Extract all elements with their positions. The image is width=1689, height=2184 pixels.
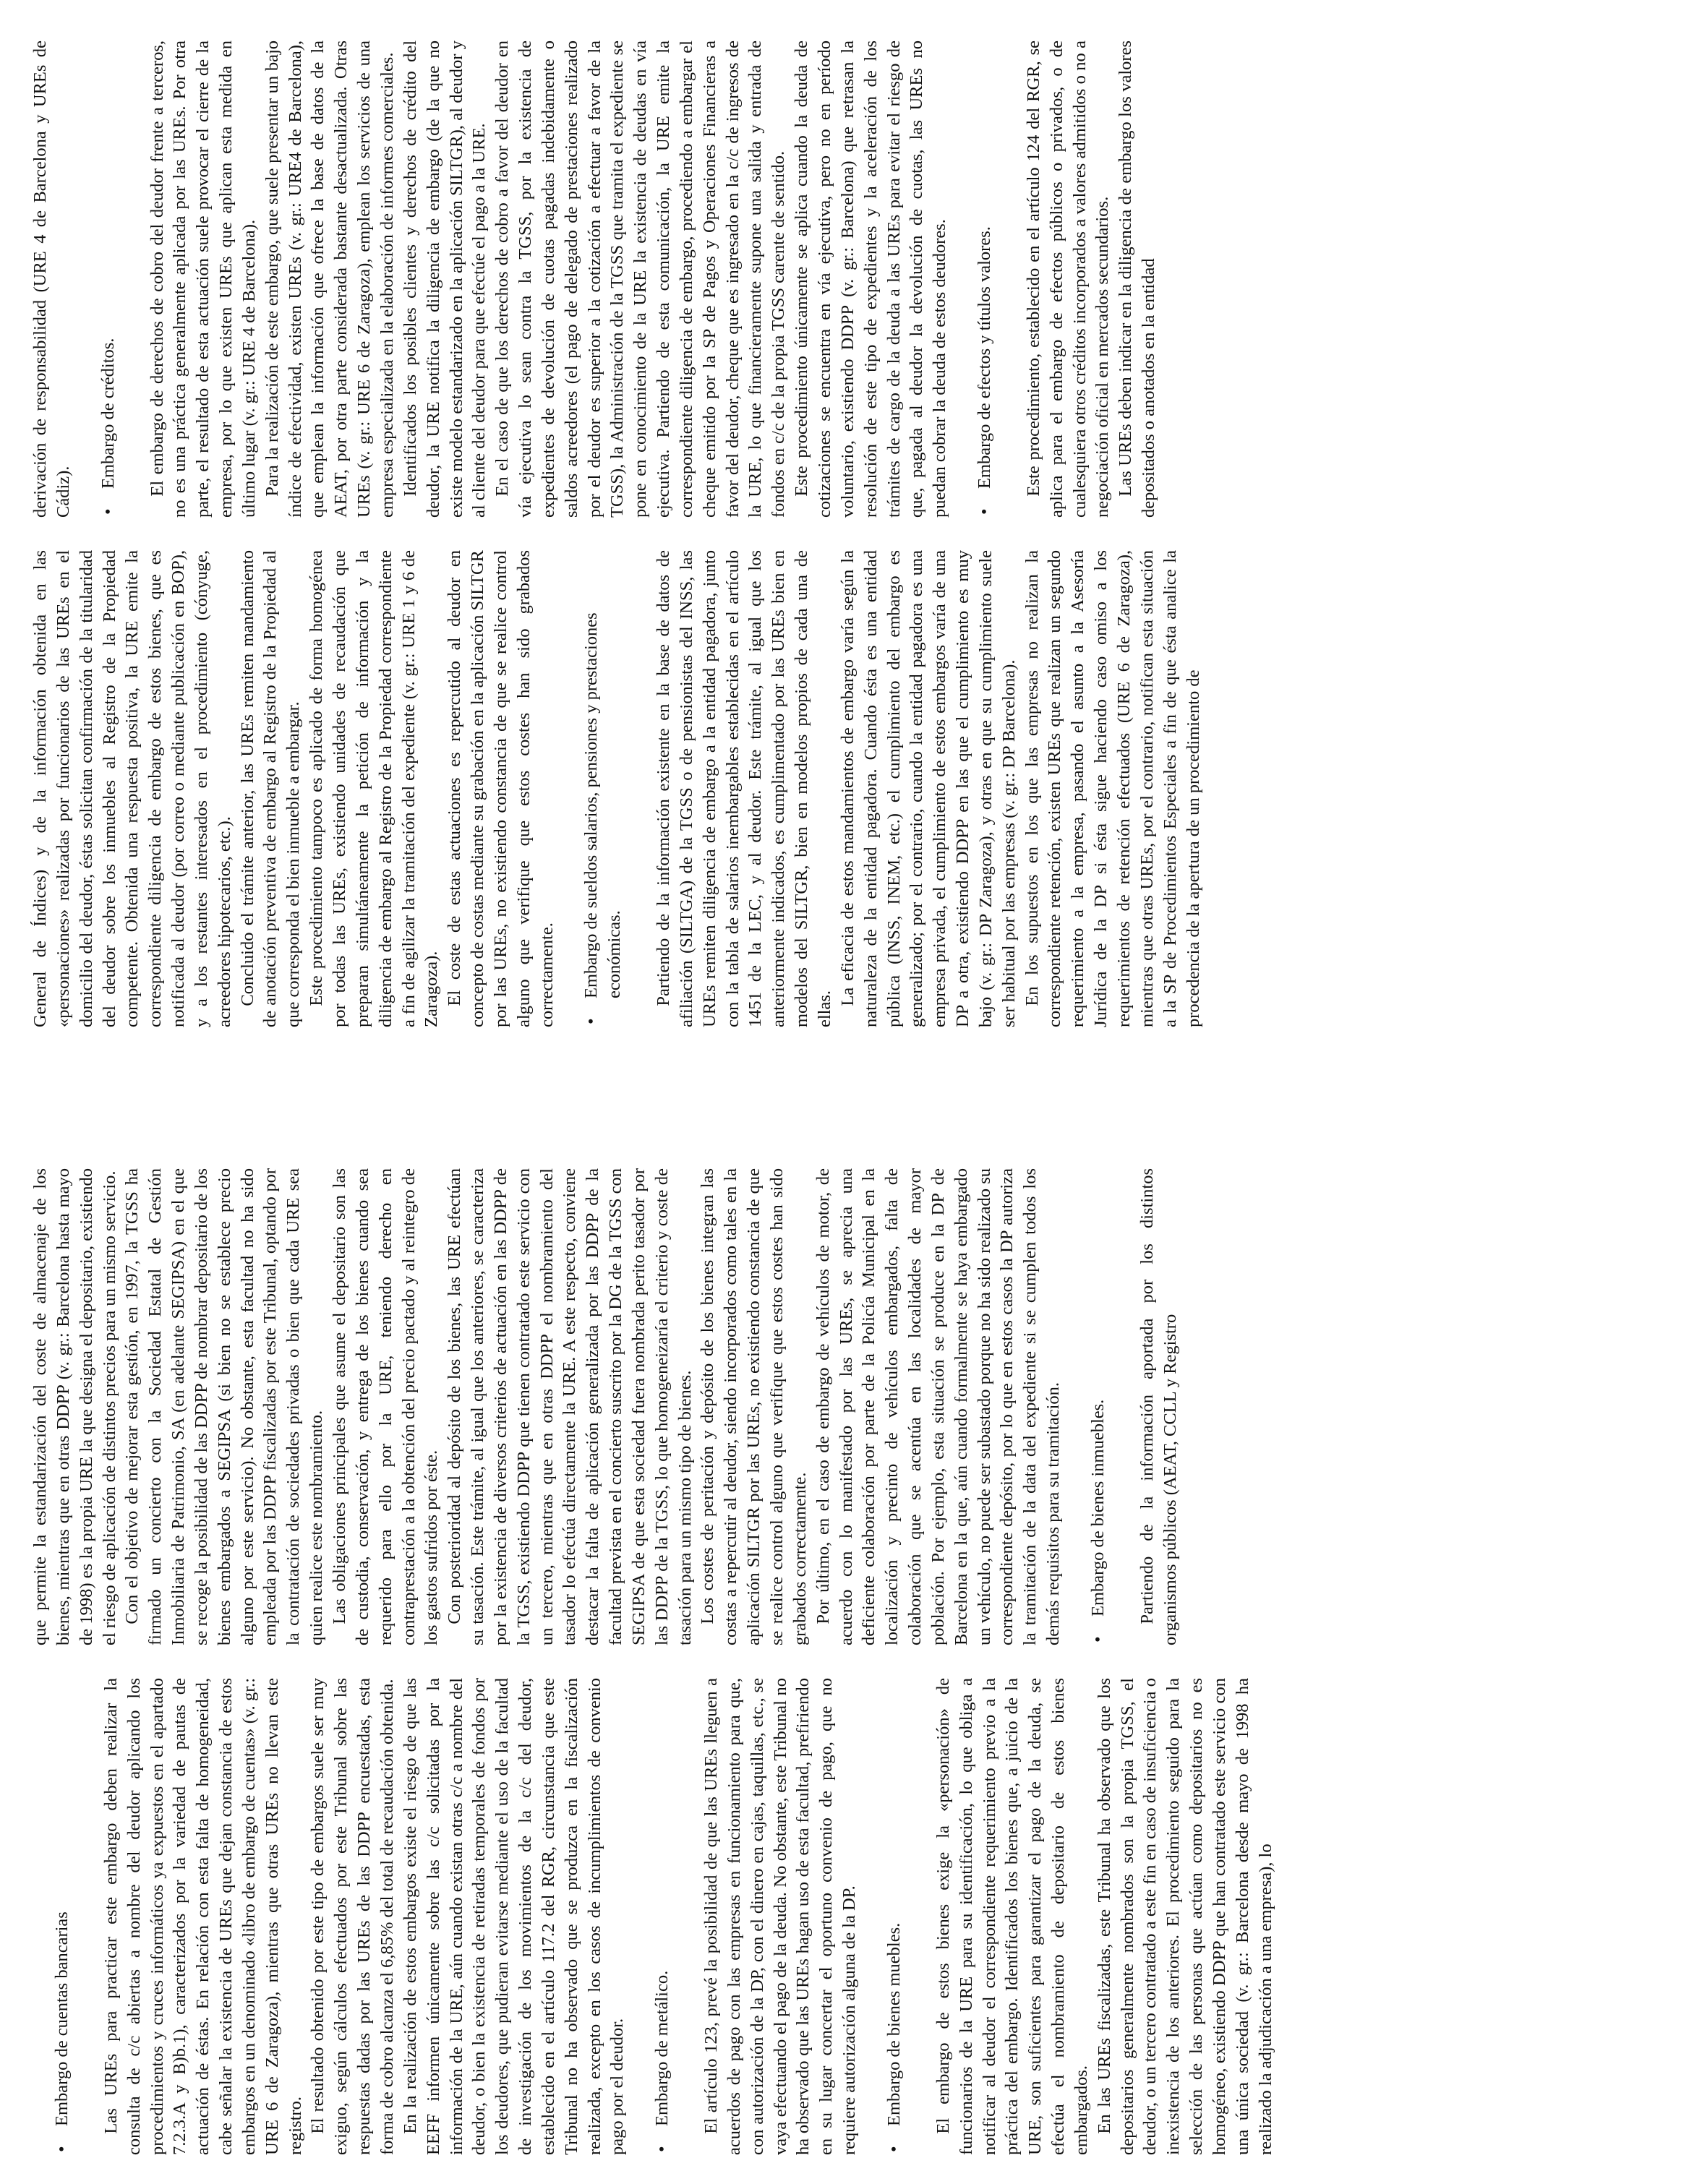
- bullet-icon: •: [52, 2146, 72, 2152]
- paragraph: El embargo de estos bienes exige la «personación» de funcionarios de la URE para su identificación, lo que obliga a notificar al deudor el correspondiente requerimiento previo a la práctica del embargo. Identificados los bienes que, a juicio de la URE, son suficientes para garantizar el pago de la deuda, se efectúa el nombramiento de depositario de estos bienes embargados.: [933, 1678, 1091, 2155]
- section-heading-text: Embargo de créditos.: [98, 338, 118, 489]
- bullet-icon: •: [1087, 1636, 1108, 1643]
- paragraph: Con posterioridad al depósito de los bienes, las URE efectúan su tasación. Este trámite, al igual que los anteriores, se caracteriza por la existencia de diversos criterios de actuación en las DDPP de la TGSS, existiendo DDPP que tienen contratado este servicio con un tercero, mientras que en otras DDPP el nombramiento del tasador lo efectúa directamente la URE. A este respecto, conviene destacar la falta de aplicación generalizada por las DDPP de la facultad prevista en el concierto suscrito por la DG de la TGSS con SEGIPSA de que esta sociedad fuera nombrada perito tasador por las DDPP de la TGSS, lo que homogeneizaría el criterio y coste de tasación para un mismo tipo de bienes.: [445, 1168, 695, 1645]
- paragraph: Los costes de peritación y depósito de los bienes integran las costas a repercutir al deudor, siendo incorporados como tales en la aplicación SILTGR por las UREs, no existiendo constancia de que se realice control alguno que verifique que estos costes han sido grabados correctamente.: [698, 1168, 810, 1645]
- left-page: [29, 1157, 1663, 2155]
- section-heading-text: Embargo de sueldos salarios, pensiones y prestaciones económicas.: [581, 612, 625, 998]
- left-page-column-1: [29, 1678, 1278, 2155]
- paragraph: La eficacia de estos mandamientos de embargo varía según la naturaleza de la entidad pagadora. Cuando ésta es una entidad pública (INSS, INEM, etc.) el cumplimiento del embargo es generalizado; por el contrario, cuando la entidad pagadora es una empresa privada, el cumplimiento de estos embargos varía de una DP a otra, existiendo DDPP en las que el cumplimiento es muy bajo (v. gr.: DP Zaragoza), y otras en que su cumplimiento suele ser habitual por las empresas (v. gr.: DP Barcelona).: [837, 550, 1019, 1027]
- section-heading: [973, 40, 996, 518]
- section-heading-text: Embargo de metálico.: [652, 1970, 672, 2126]
- section-heading: [97, 40, 120, 518]
- paragraph: El coste de estas actuaciones es repercutido al deudor en concepto de costas mediante su grabación en la aplicación SILTGR por las UREs, no existiendo constancia de que se realice control alguno que verifique que estos costes han sido grabados correctamente.: [445, 550, 557, 1027]
- section-heading-text: Embargo de bienes inmuebles.: [1087, 1399, 1108, 1616]
- section-heading: [51, 1678, 74, 2155]
- paragraph: El artículo 123, prevé la posibilidad de que las UREs lleguen a acuerdos de pago con las empresas en funcionamiento para que, con autorización de la DP, con el dinero en cajas, taquillas, etc., se vaya efectuando el pago de la deuda. No obstante, este Tribunal no ha observado que las UREs hagan uso de esta facultad, prefiriendo en su lugar concertar el oportuno convenio de pago, que no requiere autorización alguna de la DP.: [701, 1678, 860, 2155]
- paragraph: Partiendo de la información aportada por los distintos organismos públicos (AEAT, CCLL y Registro: [1137, 1168, 1180, 1645]
- bullet-icon: •: [581, 1018, 602, 1024]
- right-page: [29, 30, 1663, 1027]
- paragraph: que permite la estandarización del coste de almacenaje de los bienes, mientras que en otras DDPP (v. gr.: Barcelona hasta mayo de 1998) es la propia URE la que designa el depositario, existiendo el riesgo de aplicación de distintos precios para un mismo servicio.: [30, 1168, 119, 1645]
- paragraph: General de Índices) y de la información obtenida en las «personaciones» realizadas por funcionarios de las UREs en el domicilio del deudor, éstas solicitan confirmación de la titularidad del deudor sobre los inmuebles al Registro de la Propiedad competente. Obtenida una respuesta positiva, la URE emite la correspondiente diligencia de embargo de estos bienes, que es notificada al deudor (por correo o mediante publicación en BOP), y a los restantes interesados en el procedimiento (cónyuge, acreedores hipotecarios, etc.).: [30, 550, 234, 1027]
- paragraph: En los supuestos en los que las empresas no realizan la correspondiente retención, existen UREs que realizan un segundo requerimiento a la empresa, pasando el asunto a la Asesoría Jurídica de la DP si ésta sigue haciendo caso omiso a los requerimientos de retención efectuados (URE 6 de Zaragoza), mientras que otras UREs, por el contrario, notifican esta situación a la SP de Procedimientos Especiales a fin de que ésta analice la procedencia de la apertura de un procedimiento de: [1022, 550, 1203, 1027]
- paragraph: Con el objetivo de mejorar esta gestión, en 1997, la TGSS ha firmado un concierto con la Sociedad Estatal de Gestión Inmobiliaria de Patrimonio, SA (en adelante SEGIPSA) en el que se recoge la posibilidad de las DDPP de nombrar depositario de los bienes embargados a SEGIPSA (si bien no se establece precio alguno por este servicio). No obstante, esta facultad no ha sido empleada por las DDPP fiscalizadas por este Tribunal, optando por la contratación de sociedades privadas o bien que cada URE sea quien realice este nombramiento.: [122, 1168, 327, 1645]
- paragraph: Las obligaciones principales que asume el depositario son las de custodia, conservación, y entrega de los bienes cuando sea requerido para ello por la URE, teniendo derecho en contraprestación a la obtención del precio pactado y al reintegro de los gastos sufridos por éste.: [329, 1168, 442, 1645]
- section-heading-text: Embargo de efectos y títulos valores.: [975, 226, 995, 489]
- paragraph: El embargo de derechos de cobro del deudor frente a terceros, no es una práctica generalmente aplicada por las UREs. Por otra parte, el resultado de esta actuación suele provocar el cierre de la empresa, por lo que existen UREs que aplican esta medida en último lugar (v. gr.: URE 4 de Barcelona).: [147, 40, 259, 518]
- paragraph: Este procedimiento, establecido en el artículo 124 del RGR, se aplica para el embargo de efectos públicos o privados, o de cualesquiera otros créditos incorporados a valores admitidos o no a negociación oficial en mercados secundarios.: [1023, 40, 1113, 518]
- paragraph: Concluido el trámite anterior, las UREs remiten mandamiento de anotación preventiva de embargo al Registro de la Propiedad al que corresponda el bien inmueble a embargar.: [237, 550, 304, 1027]
- section-heading: [883, 1678, 906, 2155]
- paragraph: El resultado obtenido por este tipo de embargos suele ser muy exiguo, según cálculos efectuados por este Tribunal sobre las respuestas dadas por las UREs de las DDPP encuestadas, esta forma de cobro alcanza el 6,85% del total de recaudación obtenida.: [308, 1678, 397, 2155]
- right-page-column-2: [29, 40, 1160, 518]
- section-heading: [580, 550, 626, 1027]
- right-page-column-1: [29, 550, 1205, 1027]
- section-heading-text: Embargo de cuentas bancarias: [52, 1911, 72, 2126]
- paragraph: Las UREs para practicar este embargo deben realizar la consulta de c/c abiertas a nombre del deudor aplicando los procedimientos y cruces informáticos ya expuestos en el apartado 7.2.3.A y B)b.1), caracterizados por la variedad de pautas de actuación de éstas. En relación con esta falta de homogeneidad, cabe señalar la existencia de UREs que dejan constancia de estos embargos en un denominado «libro de embargo de cuentas» (v. gr.: URE 6 de Zaragoza), mientras que otras UREs no llevan este registro.: [101, 1678, 305, 2155]
- paragraph: Este procedimiento tampoco es aplicado de forma homogénea por todas las UREs, existiendo unidades de recaudación que preparan simultáneamente la petición de información y la diligencia de embargo al Registro de la Propiedad correspondiente a fin de agilizar la tramitación del expediente (v. gr.: URE 1 y 6 de Zaragoza).: [307, 550, 442, 1027]
- paragraph: Las UREs deben indicar en la diligencia de embargo los valores depositados o anotados en la entidad: [1116, 40, 1159, 518]
- section-heading-text: Embargo de bienes muebles.: [884, 1922, 904, 2126]
- paragraph: En el caso de que los derechos de cobro a favor del deudor en vía ejecutiva lo sean contra la TGSS, por la existencia de expedientes de devolución de cuotas pagadas indebidamente o saldos acreedores (el pago de delegado de prestaciones realizado por el deudor es superior a la cotización a efectuar a favor de la TGSS), la Administración de la TGSS que tramita el expediente se pone en conocimiento de la URE la existencia de deudas en vía ejecutiva. Partiendo de esta comunicación, la URE emite la correspondiente diligencia de embargo, procediendo a embargar el cheque emitido por la SP de Pagos y Operaciones Financieras a favor del deudor, cheque que es ingresado en la c/c de ingresos de la URE, lo que financieramente supone una salida y entrada de fondos en c/c de la propia TGSS carente de sentido.: [492, 40, 789, 518]
- section-heading: [651, 1678, 674, 2155]
- left-page-column-2: [29, 1168, 1182, 1645]
- section-heading: [1087, 1168, 1110, 1645]
- paragraph: derivación de responsabilidad (URE 4 de Barcelona y UREs de Cádiz).: [30, 40, 73, 518]
- bullet-icon: •: [975, 508, 995, 515]
- paragraph: En la realización de estos embargos existe el riesgo de que las EEFF informen únicamente sobre las c/c solicitadas por la información de la URE, aún cuando existan otras c/c a nombre del deudor, o bien la existencia de retiradas temporales de fondos por los deudores, que pudieran evitarse mediante el uso de la facultad de investigación de los movimientos de la c/c del deudor, establecido en el artículo 117.2 del RGR, circunstancia que este Tribunal no ha observado que se produzca en la fiscalización realizada, excepto en los casos de incumplimientos de convenio pago por el deudor.: [400, 1678, 628, 2155]
- paragraph: Identificados los posibles clientes y derechos de crédito del deudor, la URE notifica la diligencia de embargo (de la que no existe modelo estandarizado en la aplicación SILTGR), al deudor y al cliente del deudor para que efectúe el pago a la URE.: [400, 40, 489, 518]
- bullet-icon: •: [98, 508, 118, 515]
- paragraph: En las UREs fiscalizadas, este Tribunal ha observado que los depositarios generalmente nombrados son la propia TGSS, el deudor, o un tercero contratado a este fin en caso de insuficiencia o inexistencia de los anteriores. El procedimiento seguido para la selección de las personas que actúan como depositarios no es homogéneo, existiendo DDPP que han contratado este servicio con una única sociedad (v. gr.: Barcelona desde mayo de 1998 ha realizado la adjudicación a una empresa), lo: [1094, 1678, 1275, 2155]
- paragraph: Partiendo de la información existente en la base de datos de afiliación (SILTGA) de la TGSS o de pensionistas del INSS, las UREs remiten diligencia de embargo a la entidad pagadora, junto con la tabla de salarios inembargables establecidas en el artículo 1451 de la LEC, y al deudor. Este trámite, al igual que los anteriormente indicados, es cumplimentado por las UREs bien en modelos del SILTGR, bien en modelos propios de cada una de ellas.: [654, 550, 834, 1027]
- bullet-icon: •: [652, 2146, 672, 2152]
- paragraph: Para la realización de este embargo, que suele presentar un bajo índice de efectividad, existen UREs (v. gr.: URE4 de Barcelona), que emplean la información que ofrece la base de datos de la AEAT, por otra parte considerada bastante desactualizada. Otras UREs (v. gr.: URE 6 de Zaragoza), emplean los servicios de una empresa especializada en la elaboración de informes comerciales.: [262, 40, 397, 518]
- bullet-icon: •: [884, 2146, 904, 2152]
- paragraph: Este procedimiento únicamente se aplica cuando la deuda de cotizaciones se encuentra en vía ejecutiva, pero no en período voluntario, existiendo DDPP (v. gr.: Barcelona) que retrasan la resolución de este tipo de expedientes y la aceleración de los trámites de cargo de la deuda a las UREs para evitar el riesgo de que, pagada al deudor la devolución de cuotas, las UREs no puedan cobrar la deuda de estos deudores.: [792, 40, 950, 518]
- paragraph: Por último, en el caso de embargo de vehículos de motor, de acuerdo con lo manifestado por las UREs, se aprecia una deficiente colaboración por parte de la Policía Municipal en la localización y precinto de vehículos embargados, falta de colaboración que se acentúa en las localidades de mayor población. Por ejemplo, esta situación se produce en la DP de Barcelona en la que, aún cuando formalmente se haya embargado un vehículo, no puede ser subastado porque no ha sido realizado su correspondiente depósito, por lo que en estos casos la DP autoriza la tramitación de la data del expediente si se cumplen todos los demás requisitos para su tramitación.: [813, 1168, 1064, 1645]
